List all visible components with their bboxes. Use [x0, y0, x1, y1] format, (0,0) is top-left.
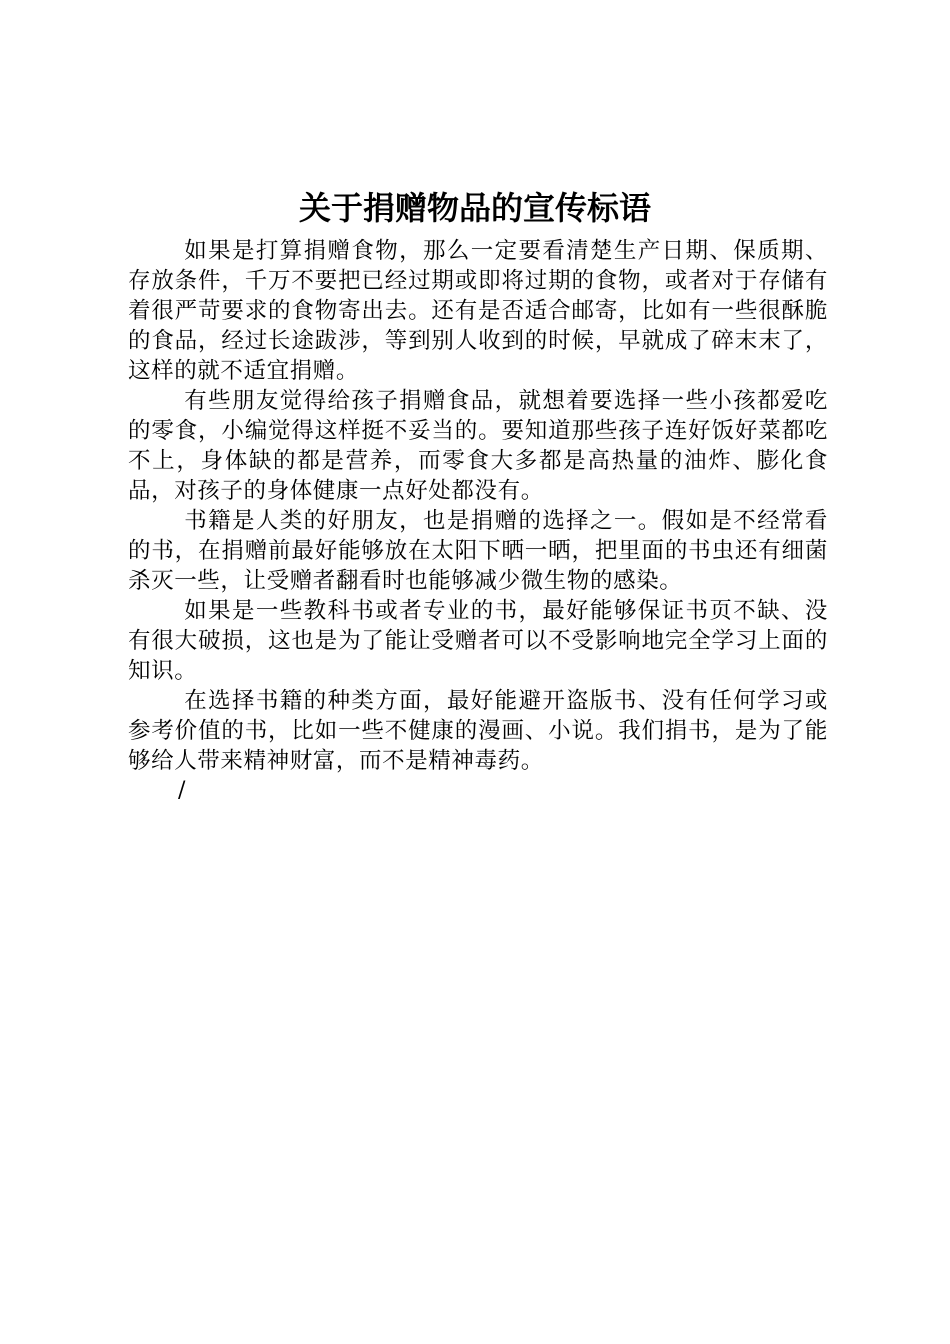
- paragraph-food-donation: 如果是打算捐赠食物，那么一定要看清楚生产日期、保质期、存放条件，千万不要把已经过期或即将过期的食物，或者对于存储有着很严苛要求的食物寄出去。还有是否适合邮寄，比如有一些很酥脆的食品，经过长途跋涉，等到别人收到的时候，早就成了碎末末了，这样的就不适宜捐赠。: [128, 238, 828, 384]
- page-title: 关于捐赠物品的宣传标语: [298, 189, 651, 227]
- document-body: [128, 236, 828, 806]
- paragraph-snacks: 有些朋友觉得给孩子捐赠食品，就想着要选择一些小孩都爱吃的零食，小编觉得这样挺不妥当的。要知道那些孩子连好饭好菜都吃不上，身体缺的都是营养，而零食大多都是高热量的油炸、膨化食品，对孩子的身体健康一点好处都没有。: [128, 388, 828, 504]
- paragraph-textbooks: 如果是一些教科书或者专业的书，最好能够保证书页不缺、没有很大破损，这也是为了能让受赠者可以不受影响地完全学习上面的知识。: [128, 598, 828, 684]
- paragraph-books: 书籍是人类的好朋友，也是捐赠的选择之一。假如是不经常看的书，在捐赠前最好能够放在太阳下晒一晒，把里面的书虫还有细菌杀灭一些，让受赠者翻看时也能够减少微生物的感染。: [128, 508, 828, 594]
- trailing-slash-mark: /: [178, 778, 186, 803]
- paragraph-book-types: 在选择书籍的种类方面，最好能避开盗版书、没有任何学习或参考价值的书，比如一些不健康的漫画、小说。我们捐书，是为了能够给人带来精神财富，而不是精神毒药。: [128, 688, 828, 774]
